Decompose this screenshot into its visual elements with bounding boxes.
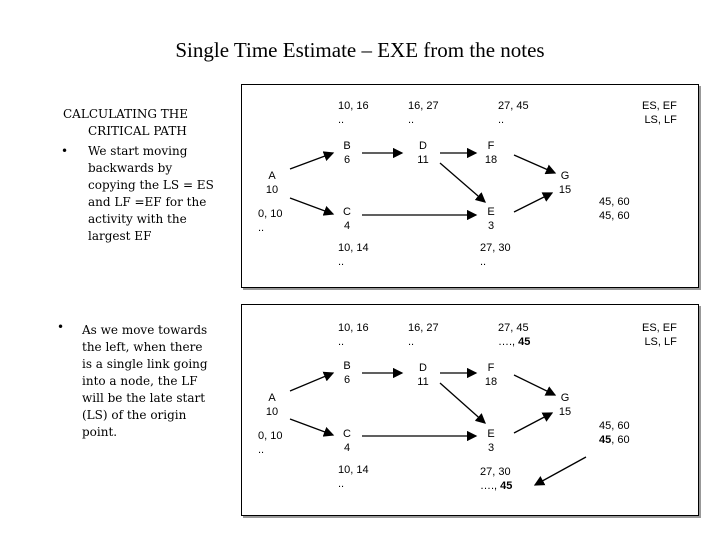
node-e-duration: 3 xyxy=(487,220,495,232)
node-e xyxy=(478,427,504,455)
bullet-1-line: activity with the xyxy=(88,212,187,226)
node-d-duration: 11 xyxy=(417,376,429,388)
times-a xyxy=(258,207,282,235)
bullet-2-line: will be the late start xyxy=(82,391,206,405)
ls-lf xyxy=(498,335,530,349)
network-diagram-bottom xyxy=(241,304,699,516)
bullet-2-line: (LS) of the origin xyxy=(82,408,187,422)
legend-line-1: ES, EF xyxy=(642,322,677,334)
node-g xyxy=(552,169,578,197)
ls-lf xyxy=(480,479,512,493)
arrow-a-c xyxy=(290,419,333,435)
node-e xyxy=(478,205,504,233)
node-g-duration: 15 xyxy=(558,184,572,196)
es-ef: 16, 27 xyxy=(408,100,439,112)
notes-heading-1: CALCULATING THE xyxy=(63,107,188,121)
node-b-duration: 6 xyxy=(343,154,351,166)
ls-lf: .. xyxy=(338,256,345,268)
es-ef: 45, 60 xyxy=(599,196,630,208)
node-b xyxy=(334,139,360,167)
es-ef: 45, 60 xyxy=(599,420,630,432)
es-ef: 10, 16 xyxy=(338,322,369,334)
ls-lf xyxy=(599,433,630,447)
bullet-2-line: the left, when there xyxy=(82,340,203,354)
network-diagram-top xyxy=(241,84,699,288)
node-e-duration: 3 xyxy=(487,442,495,454)
ls-lf: .. xyxy=(338,478,345,490)
ls-lf-value: 45 xyxy=(518,336,531,348)
es-ef: 27, 45 xyxy=(498,100,529,112)
times-g xyxy=(599,195,630,223)
legend-line-2: LS, LF xyxy=(644,114,677,126)
ls-lf: .. xyxy=(338,114,345,126)
node-g-duration: 15 xyxy=(558,406,572,418)
ls-lf: .. xyxy=(408,336,415,348)
times-c xyxy=(338,463,369,491)
bullet-2-line: point. xyxy=(82,425,118,439)
es-ef: 10, 16 xyxy=(338,100,369,112)
times-d xyxy=(408,321,439,349)
node-g-name: G xyxy=(560,392,570,404)
arrow-f-g xyxy=(514,155,555,173)
page-title: Single Time Estimate – EXE from the notes xyxy=(175,38,545,62)
node-c xyxy=(334,427,360,455)
node-a-name: A xyxy=(268,392,276,404)
backward-pass-arrow xyxy=(535,457,586,485)
bullet-1-text xyxy=(88,143,214,245)
ls-lf: 45, 60 xyxy=(599,210,630,222)
arrow-f-g xyxy=(514,375,555,395)
times-b xyxy=(338,321,369,349)
bullet-2-text xyxy=(82,322,208,441)
bullet-1-line: backwards by xyxy=(88,161,173,175)
node-c-duration: 4 xyxy=(343,442,351,454)
es-ef: 0, 10 xyxy=(258,430,283,442)
node-c-name: C xyxy=(343,206,351,218)
times-c xyxy=(338,241,369,269)
arrow-d-e xyxy=(440,383,485,423)
times-d xyxy=(408,99,439,127)
node-g-name: G xyxy=(560,170,570,182)
arrow-a-b xyxy=(290,373,333,391)
node-c xyxy=(334,205,360,233)
es-ef: 10, 14 xyxy=(338,464,369,476)
arrow-d-e xyxy=(440,163,485,202)
node-f xyxy=(478,361,504,389)
bullet-2-line: As we move towards xyxy=(82,323,208,337)
ls-lf-value: 45 xyxy=(500,480,513,492)
ls-lf: .. xyxy=(258,444,265,456)
node-b-duration: 6 xyxy=(343,374,351,386)
bullet-1-line: copying the LS = ES xyxy=(88,178,214,192)
ls-lf: .. xyxy=(480,256,487,268)
node-b xyxy=(334,359,360,387)
ls-lf: .. xyxy=(338,336,345,348)
node-e-name: E xyxy=(487,206,495,218)
node-e-name: E xyxy=(487,428,495,440)
node-g xyxy=(552,391,578,419)
node-b-name: B xyxy=(343,140,351,152)
arrow-a-c xyxy=(290,198,333,214)
es-ef: 16, 27 xyxy=(408,322,439,334)
node-d-duration: 11 xyxy=(417,154,429,166)
ls-lf-suffix: , 60 xyxy=(611,434,630,446)
bullet-1-line: largest EF xyxy=(88,229,152,243)
es-ef: 27, 30 xyxy=(480,242,511,254)
node-d-name: D xyxy=(419,362,427,374)
node-f-name: F xyxy=(487,362,495,374)
ls-lf-value: 45 xyxy=(599,434,612,446)
node-d-name: D xyxy=(419,140,427,152)
legend xyxy=(642,99,677,127)
times-f xyxy=(498,321,530,349)
arrow-e-g xyxy=(514,413,552,433)
node-c-name: C xyxy=(343,428,351,440)
es-ef: 27, 30 xyxy=(480,466,511,478)
node-a-name: A xyxy=(268,170,276,182)
arrow-e-g xyxy=(514,193,552,212)
legend xyxy=(642,321,677,349)
node-f-duration: 18 xyxy=(484,376,498,388)
legend-line-1: ES, EF xyxy=(642,100,677,112)
times-e xyxy=(480,465,512,493)
ls-lf-prefix: …., xyxy=(498,336,519,348)
es-ef: 0, 10 xyxy=(258,208,283,220)
bullet-1-marker: • xyxy=(61,144,69,158)
times-e xyxy=(480,241,511,269)
node-f-name: F xyxy=(487,140,495,152)
node-a-duration: 10 xyxy=(265,406,279,418)
node-b-name: B xyxy=(343,360,351,372)
ls-lf: .. xyxy=(498,114,505,126)
bullet-1-line: and LF =EF for the xyxy=(88,195,207,209)
times-f xyxy=(498,99,529,127)
bullet-2-marker: • xyxy=(57,320,65,334)
node-d xyxy=(410,139,436,167)
times-a xyxy=(258,429,282,457)
bullet-2-line: is a single link going xyxy=(82,357,208,371)
node-a xyxy=(257,391,287,419)
network-arrows xyxy=(242,305,698,515)
node-f-duration: 18 xyxy=(484,154,498,166)
node-d xyxy=(410,361,436,389)
node-c-duration: 4 xyxy=(343,220,351,232)
node-f xyxy=(478,139,504,167)
ls-lf: .. xyxy=(408,114,415,126)
notes-block-1 xyxy=(63,106,188,140)
bullet-1-line: We start moving xyxy=(88,144,188,158)
network-arrows xyxy=(242,85,698,287)
arrow-a-b xyxy=(290,153,333,169)
node-a-duration: 10 xyxy=(265,184,279,196)
notes-heading-2: CRITICAL PATH xyxy=(88,124,187,138)
es-ef: 10, 14 xyxy=(338,242,369,254)
legend-line-2: LS, LF xyxy=(644,336,677,348)
bullet-2-line: into a node, the LF xyxy=(82,374,198,388)
times-b xyxy=(338,99,369,127)
ls-lf: .. xyxy=(258,222,265,234)
es-ef: 27, 45 xyxy=(498,322,529,334)
node-a xyxy=(257,169,287,197)
times-g xyxy=(599,419,630,447)
ls-lf-prefix: …., xyxy=(480,480,501,492)
